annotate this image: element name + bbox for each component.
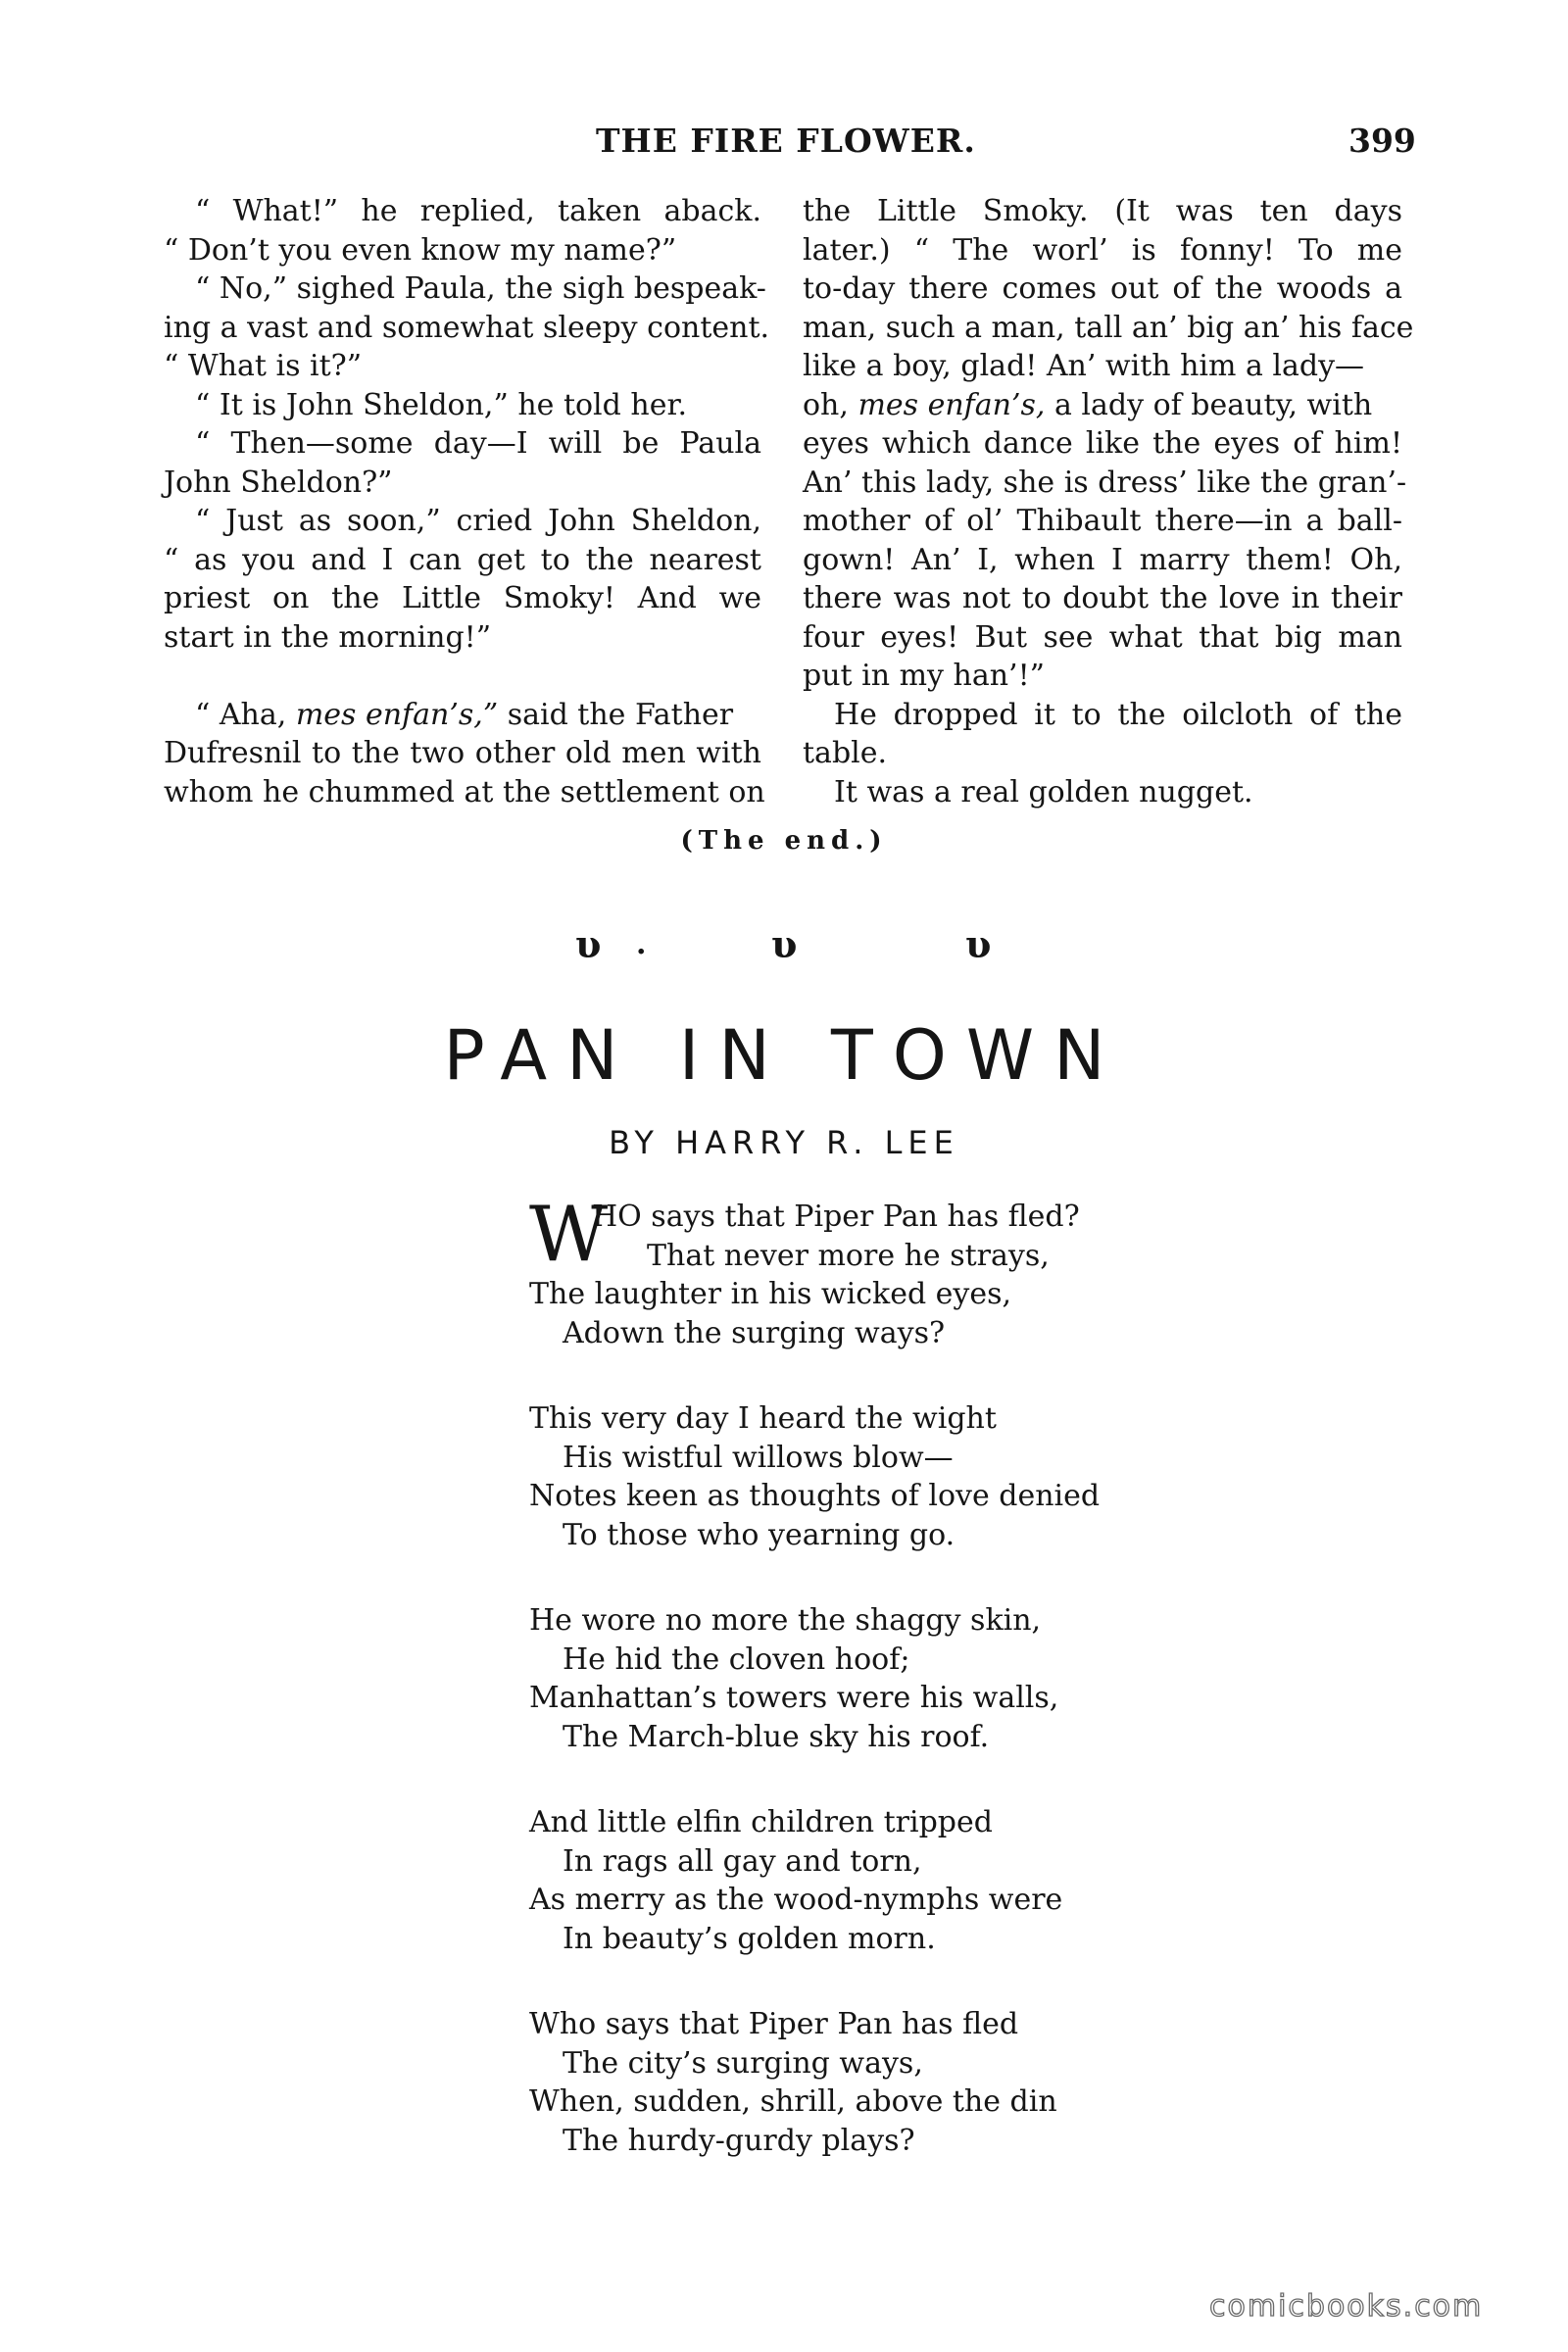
poem-line: The hurdy-gurdy plays? (563, 2123, 915, 2158)
text-line: ing a vast and somewhat sleepy content. (164, 310, 770, 345)
poem-line: In beauty’s golden morn. (563, 1921, 936, 1956)
poem-stanza (529, 1191, 1137, 1352)
drop-cap: W (529, 1191, 609, 1279)
poem-stanza (529, 1601, 1137, 1756)
text-line: start in the morning!” (164, 619, 492, 655)
text-run: “ Aha, (195, 697, 296, 732)
ornament-icon: 𝛖 (771, 922, 798, 966)
text-line: priest on the Little Smoky! And we (164, 581, 761, 615)
running-title: THE FIRE FLOWER. (596, 122, 976, 160)
poem-line: This very day I heard the wight (529, 1401, 997, 1436)
site-watermark: comicbooks.com (1209, 2289, 1484, 2324)
text-line: “ What is it?” (164, 349, 363, 383)
poem-line: Notes keen as thoughts of love denied (529, 1479, 1101, 1513)
poem-line: The laughter in his wicked eyes, (529, 1277, 1012, 1311)
page-header (0, 122, 1568, 165)
text-line: there was not to doubt the love in their (803, 581, 1402, 615)
text-line: John Sheldon?” (164, 465, 393, 500)
paragraph-gap (164, 657, 761, 696)
text-line: “ Then—some day—I will be Paula (195, 426, 761, 461)
poem-stanza (529, 1399, 1137, 1554)
text-line: “ It is John Sheldon,” he told her. (195, 387, 688, 422)
text-line: four eyes! But see what that big man (803, 619, 1402, 655)
divider-dot-icon: . (636, 927, 647, 961)
poem-line: The city’s surging ways, (563, 2045, 923, 2081)
text-line: man, such a man, tall an’ big an’ his face (803, 310, 1414, 345)
poem-title: PAN IN TOWN (443, 1015, 1125, 1096)
poem-line: And little elfin children tripped (529, 1805, 993, 1839)
text-run: said the Father (498, 697, 734, 732)
text-line: “ No,” sighed Paula, the sigh bespeak- (195, 271, 766, 306)
text-run: oh, (803, 387, 858, 422)
text-line: put in my han’!” (803, 659, 1045, 693)
ornament-icon: 𝛖 (575, 922, 602, 966)
ornament-icon: 𝛖 (965, 922, 992, 966)
poem-stanza (529, 2005, 1137, 2160)
text-line: “ as you and I can get to the nearest (164, 542, 761, 577)
poem-line: He hid the cloven hoof; (563, 1642, 910, 1677)
poem-line: Manhattan’s towers were his walls, (529, 1681, 1059, 1715)
text-line: later.) “ The worl’ is fonny! To me (803, 232, 1402, 268)
poem-stanza (529, 1803, 1137, 1958)
poem-line: As merry as the wood-nymphs were (529, 1883, 1063, 1917)
text-line: An’ this lady, she is dress’ like the gran’- (803, 465, 1407, 500)
text-line: “ Don’t you even know my name?” (164, 232, 677, 268)
text-line: to-day there comes out of the woods a (803, 271, 1402, 306)
italic-phrase: mes enfan’s,” (295, 697, 499, 732)
text-line: the Little Smoky. (It was ten days (803, 194, 1402, 228)
text-line (803, 386, 1402, 425)
poem-line: To those who yearning go. (563, 1517, 956, 1552)
text-line: eyes which dance like the eyes of him! (803, 426, 1402, 461)
poem-line: In rags all gay and torn, (563, 1843, 922, 1879)
text-line (164, 696, 761, 735)
text-line: He dropped it to the oilcloth of the (834, 697, 1402, 732)
poem-body (529, 1191, 1137, 2207)
text-run: a lady of beauty, with (1045, 387, 1373, 422)
poem-byline: BY HARRY R. LEE (609, 1124, 959, 1161)
text-line: mother of ol’ Thibault there—in a ball- (803, 504, 1402, 538)
text-line: like a boy, glad! An’ with him a lady— (803, 349, 1365, 383)
poem-line: His wistful willows blow— (563, 1440, 954, 1475)
left-text-column (164, 192, 770, 811)
text-line: Dufresnil to the two other old men with (164, 736, 761, 770)
text-line: “ Just as soon,” cried John Sheldon, (195, 504, 761, 538)
page-number: 399 (1348, 122, 1416, 160)
text-line: “ What!” he replied, taken aback. (195, 194, 761, 228)
poem-line: Who says that Piper Pan has fled (529, 2007, 1019, 2041)
poem-line: The March-blue sky his roof. (563, 1719, 990, 1754)
right-text-column (803, 192, 1414, 811)
poem-line: Adown the surging ways? (563, 1315, 946, 1350)
text-line: gown! An’ I, when I marry them! Oh, (803, 542, 1402, 577)
poem-line: When, sudden, shrill, above the din (529, 2084, 1057, 2119)
section-divider (0, 922, 1568, 974)
text-line: table. (803, 736, 888, 770)
italic-phrase: mes enfan’s, (858, 387, 1046, 422)
text-line: whom he chummed at the settlement on (164, 774, 765, 809)
text-run: HO says that Piper Pan has fled? (592, 1200, 1080, 1234)
poem-line: That never more he strays, (647, 1238, 1050, 1273)
text-line: It was a real golden nugget. (834, 774, 1253, 809)
end-mark: (The end.) (680, 826, 888, 856)
poem-line: He wore no more the shaggy skin, (529, 1603, 1042, 1638)
